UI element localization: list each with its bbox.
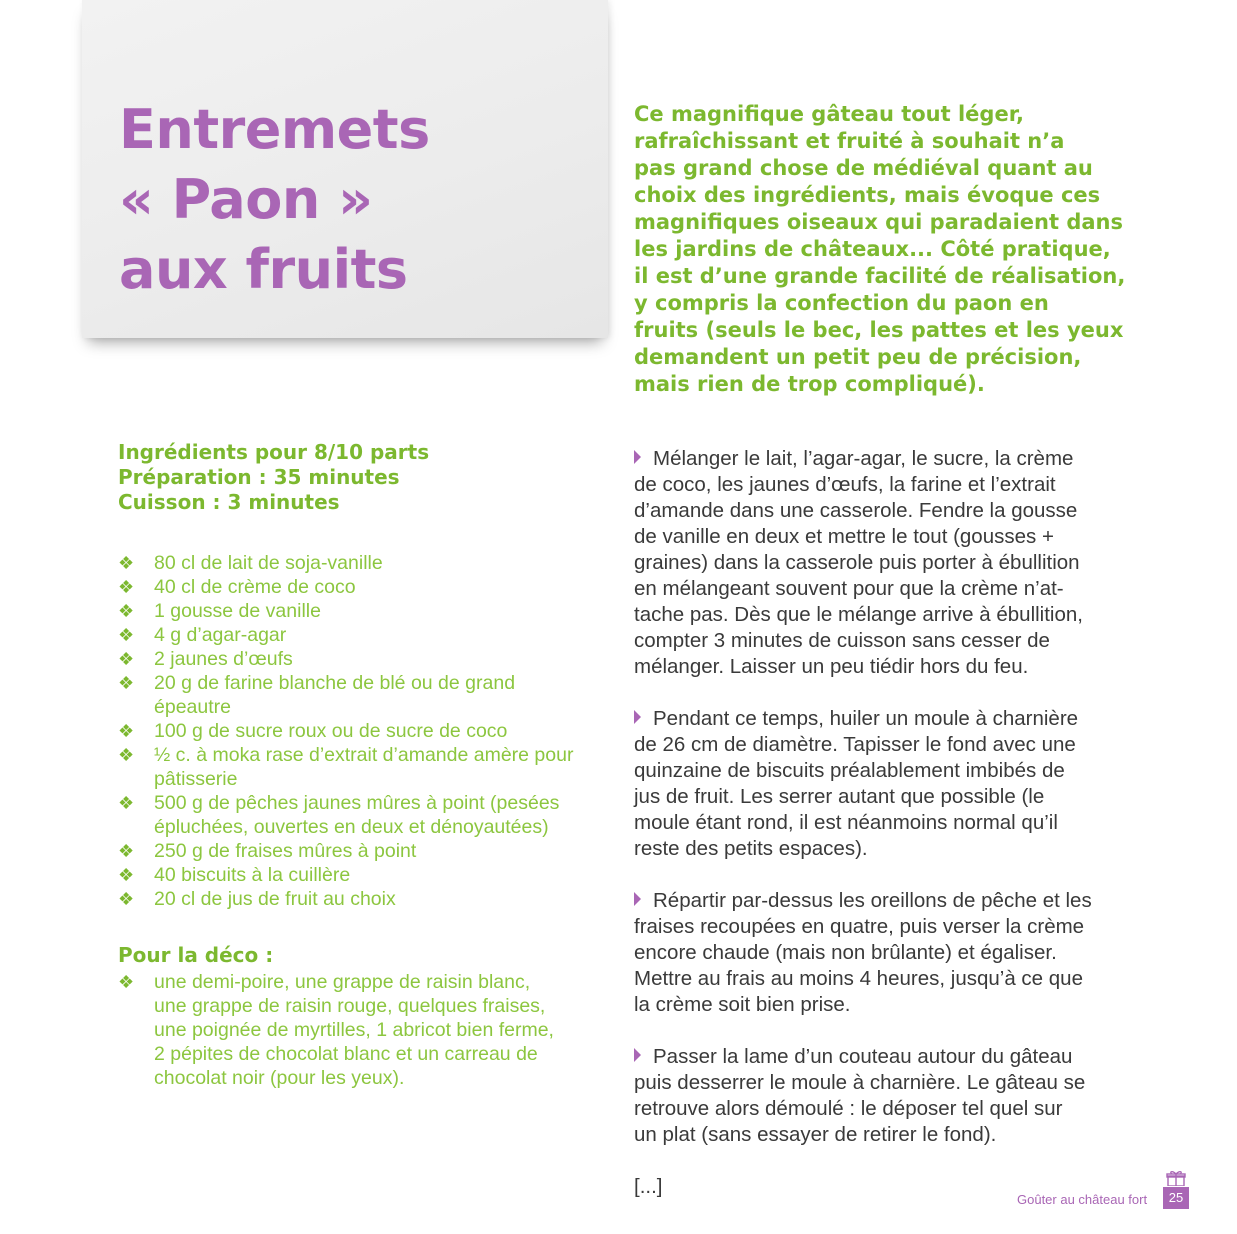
section-footer: Goûter au château fort — [1017, 1192, 1148, 1207]
ingredient-item — [118, 671, 588, 719]
ingredient-text: 40 biscuits à la cuillère — [154, 864, 351, 886]
step-line: mélanger. Laisser un peu tiédir hors du feu. — [634, 655, 1029, 678]
diamond-bullet-icon: ❖ — [118, 577, 135, 597]
intro-line: magnifiques oiseaux qui paradaient dans — [634, 210, 1123, 234]
deco-line: une demi-poire, une grappe de raisin blanc, — [154, 971, 531, 993]
deco-heading: Pour la déco : — [118, 943, 274, 967]
step-line — [634, 1044, 1124, 1070]
intro-line: fruits (seuls le bec, les pattes et les yeux — [634, 318, 1124, 342]
triangle-marker-icon — [634, 450, 641, 464]
step-line: retrouve alors démoulé : le déposer tel quel sur — [634, 1097, 1063, 1120]
step-line: la crème soit bien prise. — [634, 993, 851, 1016]
title-line: « Paon » — [119, 168, 373, 231]
deco-list — [118, 970, 588, 1090]
step-line: en mélangeant souvent pour que la crème n’at- — [634, 577, 1064, 600]
step-paragraph — [634, 706, 1124, 862]
step-line: un plat (sans essayer de retirer le fond). — [634, 1123, 997, 1146]
step-paragraph — [634, 888, 1124, 1018]
intro-line: les jardins de châteaux... Côté pratique, — [634, 237, 1111, 261]
recipe-title — [119, 95, 430, 305]
step-line-text: Répartir par-dessus les oreillons de pêche et les — [653, 889, 1092, 912]
diamond-bullet-icon: ❖ — [118, 793, 135, 813]
deco-line: une grappe de raisin rouge, quelques fraises, — [154, 995, 546, 1017]
intro-line: y compris la confection du paon en — [634, 291, 1049, 315]
text-continuation: [...] — [634, 1175, 663, 1198]
page-number: 25 — [1163, 1187, 1189, 1209]
step-line-text: Passer la lame d’un couteau autour du gâteau — [653, 1045, 1073, 1068]
servings: Ingrédients pour 8/10 parts — [118, 440, 430, 464]
recipe-steps — [634, 446, 1124, 1200]
step-paragraph — [634, 446, 1124, 680]
step-line: fraises recoupées en quatre, puis verser la crème — [634, 915, 1085, 938]
step-line: Mettre au frais au moins 4 heures, jusqu’à ce que — [634, 967, 1083, 990]
ingredient-item — [118, 551, 588, 575]
triangle-marker-icon — [634, 892, 641, 906]
step-line: de coco, les jaunes d’œufs, la farine et l’extrait — [634, 473, 1056, 496]
ingredient-text: 100 g de sucre roux ou de sucre de coco — [154, 720, 508, 742]
step-line: quinzaine de biscuits préalablement imbibés de — [634, 759, 1065, 782]
ingredient-text: 4 g d’agar-agar — [154, 624, 287, 646]
cooking-time: Cuisson : 3 minutes — [118, 490, 340, 514]
step-line: d’amande dans une casserole. Fendre la gousse — [634, 499, 1078, 522]
diamond-bullet-icon: ❖ — [118, 721, 135, 741]
triangle-marker-icon — [634, 710, 641, 724]
intro-line: choix des ingrédients, mais évoque ces — [634, 183, 1101, 207]
step-line — [634, 446, 1124, 472]
step-line: moule étant rond, il est néanmoins normal qu’il — [634, 811, 1058, 834]
step-line: puis desserrer le moule à charnière. Le gâteau se — [634, 1071, 1086, 1094]
ingredient-item — [118, 599, 588, 623]
ingredient-text: 500 g de pêches jaunes mûres à point (pesées épluchées, ouvertes en deux et dénoyautées) — [154, 792, 560, 838]
deco-item — [118, 970, 588, 1090]
ingredient-item — [118, 863, 588, 887]
intro-line: pas grand chose de médiéval quant au — [634, 156, 1093, 180]
ingredient-text: 40 cl de crème de coco — [154, 576, 356, 598]
diamond-bullet-icon: ❖ — [118, 972, 135, 992]
step-line-text: Pendant ce temps, huiler un moule à charnière — [653, 707, 1079, 730]
intro-line: Ce magnifique gâteau tout léger, — [634, 102, 1024, 126]
diamond-bullet-icon: ❖ — [118, 553, 135, 573]
ingredient-text: ½ c. à moka rase d’extrait d’amande amère pour pâtisserie — [154, 744, 574, 790]
step-line: graines) dans la casserole puis porter à ébullition — [634, 551, 1080, 574]
ingredient-text: 1 gousse de vanille — [154, 600, 321, 622]
title-line: Entremets — [119, 98, 430, 161]
diamond-bullet-icon: ❖ — [118, 865, 135, 885]
ingredient-text: 20 cl de jus de fruit au choix — [154, 888, 396, 910]
deco-line: 2 pépites de chocolat blanc et un carreau de — [154, 1043, 538, 1065]
ingredient-text: 2 jaunes d’œufs — [154, 648, 293, 670]
ingredient-item — [118, 575, 588, 599]
ingredient-text: 20 g de farine blanche de blé ou de grand épeautre — [154, 672, 516, 718]
step-line-text: Mélanger le lait, l’agar-agar, le sucre, la crème — [653, 447, 1074, 470]
step-line: de vanille en deux et mettre le tout (gousses + — [634, 525, 1054, 548]
intro-line: il est d’une grande facilité de réalisation, — [634, 264, 1126, 288]
diamond-bullet-icon: ❖ — [118, 841, 135, 861]
intro-paragraph — [634, 101, 1144, 398]
diamond-bullet-icon: ❖ — [118, 601, 135, 621]
ingredient-item — [118, 791, 588, 839]
step-line: de 26 cm de diamètre. Tapisser le fond avec une — [634, 733, 1076, 756]
gift-icon — [1166, 1170, 1186, 1186]
preparation-time: Préparation : 35 minutes — [118, 465, 400, 489]
title-line: aux fruits — [119, 238, 408, 301]
intro-line: mais rien de trop compliqué). — [634, 372, 985, 396]
ingredient-list — [118, 551, 588, 911]
ingredient-item — [118, 743, 588, 791]
ingredient-item — [118, 887, 588, 911]
deco-line: une poignée de myrtilles, 1 abricot bien ferme, — [154, 1019, 554, 1041]
deco-line: chocolat noir (pour les yeux). — [154, 1067, 405, 1089]
step-line: reste des petits espaces). — [634, 837, 868, 860]
intro-line: rafraîchissant et fruité à souhait n’a — [634, 129, 1065, 153]
ingredient-text: 80 cl de lait de soja-vanille — [154, 552, 383, 574]
step-line: tache pas. Dès que le mélange arrive à ébullition, — [634, 603, 1083, 626]
step-line — [634, 706, 1124, 732]
ingredient-text: 250 g de fraises mûres à point — [154, 840, 417, 862]
step-paragraph — [634, 1044, 1124, 1148]
diamond-bullet-icon: ❖ — [118, 625, 135, 645]
ingredient-item — [118, 623, 588, 647]
ingredient-item — [118, 719, 588, 743]
diamond-bullet-icon: ❖ — [118, 745, 135, 765]
step-line — [634, 888, 1124, 914]
step-line: compter 3 minutes de cuisson sans cesser de — [634, 629, 1050, 652]
title-card — [82, 0, 608, 338]
step-line: jus de fruit. Les serrer autant que possible (le — [634, 785, 1045, 808]
ingredient-item — [118, 647, 588, 671]
recipe-meta — [118, 440, 429, 515]
intro-line: demandent un petit peu de précision, — [634, 345, 1082, 369]
diamond-bullet-icon: ❖ — [118, 889, 135, 909]
triangle-marker-icon — [634, 1048, 641, 1062]
diamond-bullet-icon: ❖ — [118, 673, 135, 693]
step-line: encore chaude (mais non brûlante) et égaliser. — [634, 941, 1057, 964]
diamond-bullet-icon: ❖ — [118, 649, 135, 669]
ingredient-item — [118, 839, 588, 863]
